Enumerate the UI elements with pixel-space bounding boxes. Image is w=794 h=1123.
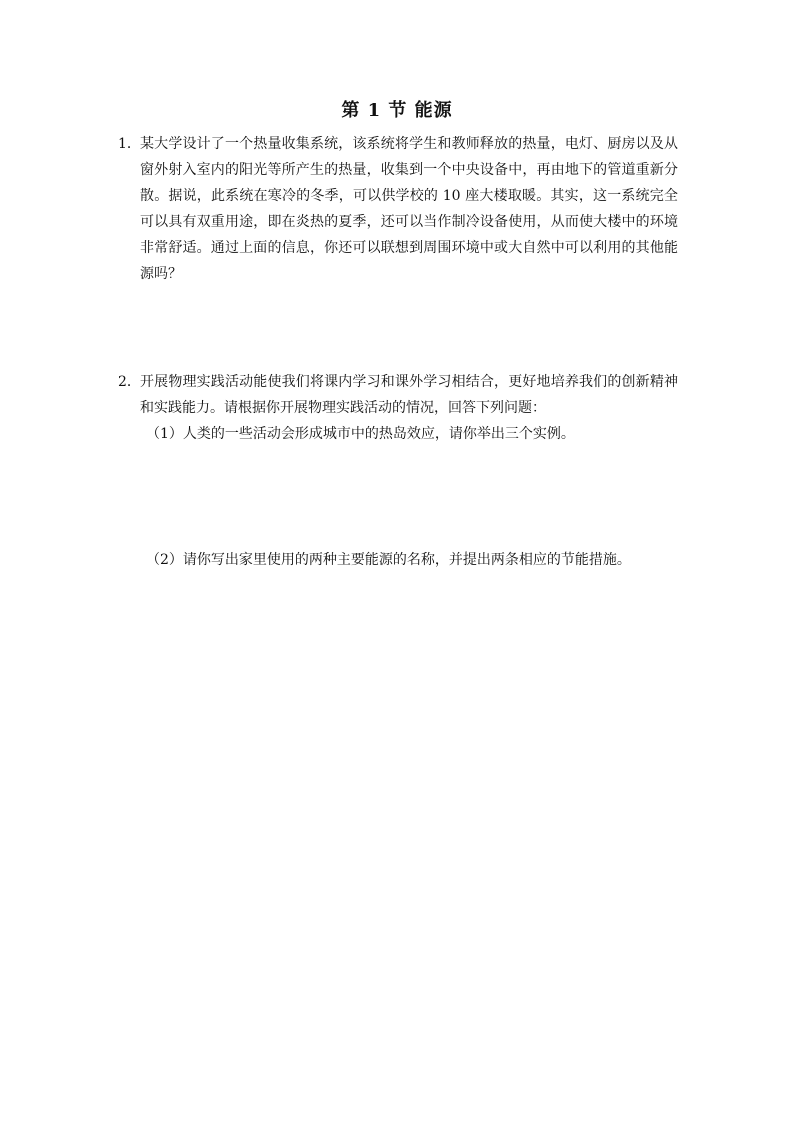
question-2 xyxy=(118,369,678,421)
question-2-number: 2． xyxy=(118,374,141,390)
section-title: 第 1 节 能源 xyxy=(341,100,453,121)
question-1-number: 1． xyxy=(118,136,141,152)
question-2-sub-2: （2）请你写出家里使用的两种主要能源的名称，并提出两条相应的节能措施。 xyxy=(146,552,631,568)
question-1-text: 某大学设计了一个热量收集系统，该系统将学生和教师释放的热量，电灯、厨房以及从窗外射入室内的阳光等所产生的热量，收集到一个中央设备中，再由地下的管道重新分散。据说，此系统在寒冷的冬季，可以供学校的 10 座大楼取暖。其实，这一系统完全可以具有双重用途，即在炎热的夏季，还可以当作制冷设备使用，从而使大楼中的环境非常舒适。通过上面的信息，你还可以联想到周围环境中或大自然中可以利用的其他能源吗？ xyxy=(140,136,678,282)
question-1 xyxy=(118,131,678,287)
question-2-sub-1: （1）人类的一些活动会形成城市中的热岛效应，请你举出三个实例。 xyxy=(146,426,575,442)
question-2-text: 开展物理实践活动能使我们将课内学习和课外学习相结合，更好地培养我们的创新精神和实践能力。请根据你开展物理实践活动的情况，回答下列问题： xyxy=(140,374,678,416)
